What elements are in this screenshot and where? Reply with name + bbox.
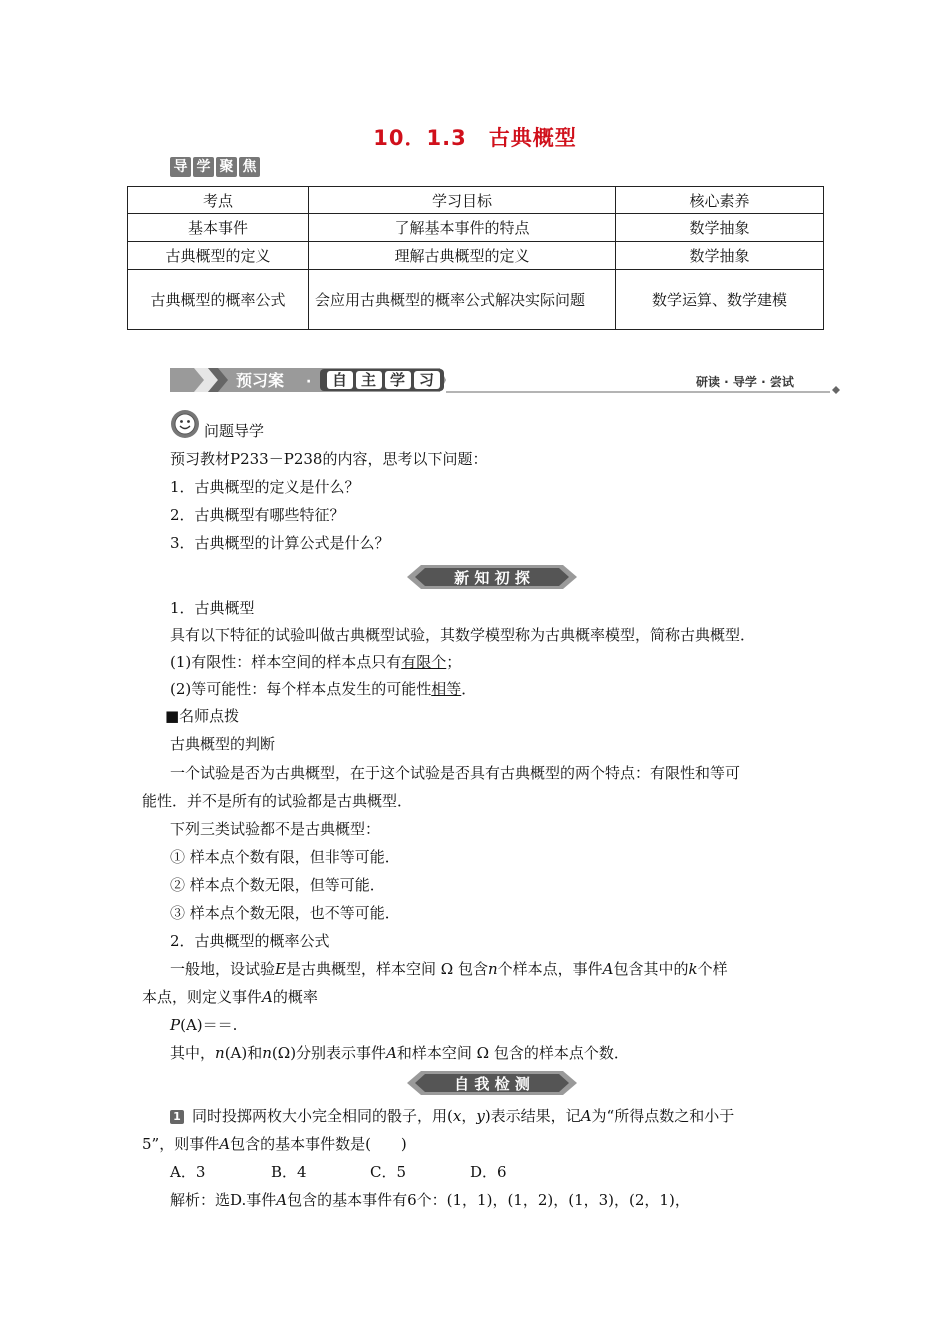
banner-char: 主	[361, 371, 377, 389]
smiley-icon	[170, 409, 200, 439]
underlined-answer: 有限个	[401, 653, 447, 671]
badge-char: 学	[193, 157, 214, 177]
text-span: 包含的基本事件有6个：(1，1)，(1，2)，(1，3)，(2，1)，	[287, 1191, 690, 1209]
text-span: ；	[446, 653, 462, 671]
math-var: A	[219, 1135, 231, 1153]
answer-explanation	[170, 1187, 690, 1214]
banner-char: 自	[332, 371, 348, 389]
text-span: (Ω)分别表示事件	[271, 1044, 387, 1062]
table-cell: 数学抽象	[616, 242, 824, 270]
badge-char: 聚	[216, 157, 237, 177]
text-span: (2)等可能性：每个样本点发生的可能性	[170, 680, 432, 698]
option-b: B．4	[271, 1163, 307, 1181]
table-cell: 理解古典概型的定义	[309, 242, 616, 270]
table-row	[128, 242, 824, 270]
math-var: k	[688, 960, 698, 978]
math-var: A	[580, 1107, 592, 1125]
text-span: (1)有限性：样本空间的样本点只有	[170, 653, 402, 671]
table-cell: 数学抽象	[616, 214, 824, 242]
text-span: 包含其中的	[613, 960, 689, 978]
tip-paragraph: 一个试验是否为古典概型，在于这个试验是否具有古典概型的两个特点：有限性和等可	[170, 764, 741, 782]
table-row	[128, 214, 824, 242]
guide-question: 3．古典概型的计算公式是什么？	[170, 534, 390, 552]
table-cell: 会应用古典概型的概率公式解决实际问题	[309, 270, 616, 330]
guide-intro: 预习教材P233－P238的内容，思考以下问题：	[170, 450, 488, 468]
text-span: (A)＝＝.	[180, 1016, 238, 1034]
math-var: y	[476, 1107, 485, 1125]
goals-table	[127, 186, 824, 330]
table-header-row	[128, 187, 824, 214]
diamond-icon	[832, 386, 840, 394]
option-a: A．3	[170, 1163, 206, 1181]
heading-probability-formula: 2．古典概型的概率公式	[170, 932, 330, 950]
table-cell: 了解基本事件的特点	[309, 214, 616, 242]
text-span: 5”，则事件	[142, 1135, 220, 1153]
option-c: C．5	[370, 1163, 407, 1181]
section-badge	[170, 157, 260, 177]
text-span: 本点，则定义事件	[142, 988, 263, 1006]
banner-right-text: 研读 · 导学 · 尝试	[696, 375, 794, 389]
math-var: A	[386, 1044, 397, 1062]
math-var: E	[275, 960, 286, 978]
preview-banner	[170, 366, 840, 394]
tip-title: 古典概型的判断	[170, 735, 276, 753]
text-span: 是古典概型，样本空间 Ω 包含	[285, 960, 488, 978]
table-row	[128, 270, 824, 330]
case-item: ③ 样本点个数无限，也不等可能．	[170, 904, 400, 922]
table-header: 学习目标	[309, 187, 616, 214]
banner-char: 习	[419, 371, 435, 389]
tip-paragraph-cont: 能性．并不是所有的试验都是古典概型．	[142, 792, 413, 810]
exercise-question	[170, 1103, 734, 1130]
banner-dot: ·	[306, 374, 312, 390]
text-span: 和样本空间 Ω 包含的样本点个数．	[396, 1044, 629, 1062]
exercise-question-cont	[142, 1131, 407, 1158]
text-span: 个样本点，事件	[497, 960, 603, 978]
formula-paragraph-cont	[142, 984, 318, 1011]
table-cell: 古典概型的定义	[128, 242, 309, 270]
text-span: )表示结果，记	[484, 1107, 581, 1125]
section-title: 新 知 初 探	[454, 569, 530, 587]
definition-text: 具有以下特征的试验叫做古典概型试验，其数学模型称为古典概率模型，简称古典概型．	[170, 626, 756, 644]
table-header: 考点	[128, 187, 309, 214]
page-title: 10．1.3 古典概型	[373, 126, 577, 150]
formula-explanation	[170, 1040, 629, 1067]
feature-finiteness	[170, 649, 461, 676]
text-span: ．	[461, 680, 477, 698]
probability-formula	[170, 1012, 237, 1039]
math-var: A	[262, 988, 273, 1006]
text-span: 一般地，设试验	[170, 960, 276, 978]
heading-classical-model: 1．古典概型	[170, 599, 255, 617]
tip-paragraph: 下列三类试验都不是古典概型：	[170, 820, 381, 838]
math-var: P	[170, 1016, 181, 1034]
text-span: 解析：选D.事件	[170, 1191, 277, 1209]
text-span: 其中，	[170, 1044, 216, 1062]
math-var: A	[276, 1191, 288, 1209]
math-var: n	[262, 1044, 272, 1062]
banner-label: 预习案	[236, 371, 285, 390]
text-span: 包含的基本事件数是( )	[230, 1135, 407, 1153]
section-title: 自 我 检 测	[454, 1075, 530, 1093]
formula-paragraph	[170, 956, 728, 983]
case-item: ② 样本点个数无限，但等可能．	[170, 876, 385, 894]
text-span: 为“所得点数之和小于	[591, 1107, 735, 1125]
text-span: 个样	[697, 960, 728, 978]
math-var: x	[452, 1107, 462, 1125]
badge-char: 焦	[239, 157, 260, 177]
teacher-tip-label: ■名师点拨	[165, 707, 240, 725]
section-header-new-knowledge	[407, 564, 577, 590]
text-span: 同时投掷两枚大小完全相同的骰子，用(	[192, 1107, 453, 1125]
math-var: A	[602, 960, 614, 978]
math-var: n	[215, 1044, 225, 1062]
banner-char: 学	[390, 371, 406, 389]
table-cell: 数学运算、数学建模	[616, 270, 824, 330]
table-cell: 基本事件	[128, 214, 309, 242]
text-span: 的概率	[272, 988, 318, 1006]
text-span: (A)和	[224, 1044, 263, 1062]
guide-question: 2．古典概型有哪些特征？	[170, 506, 345, 524]
math-var: n	[487, 960, 498, 978]
option-d: D．6	[470, 1163, 507, 1181]
underlined-answer: 相等	[431, 680, 462, 698]
guide-question: 1．古典概型的定义是什么？	[170, 478, 360, 496]
table-cell: 古典概型的概率公式	[128, 270, 309, 330]
section-header-self-check	[407, 1070, 577, 1096]
badge-char: 导	[170, 157, 191, 177]
table-header: 核心素养	[616, 187, 824, 214]
question-number-icon: 1	[170, 1110, 184, 1124]
text-span: ，	[461, 1107, 477, 1125]
guide-heading: 问题导学	[204, 422, 265, 440]
feature-equal-likelihood	[170, 676, 476, 703]
case-item: ① 样本点个数有限，但非等可能．	[170, 848, 400, 866]
